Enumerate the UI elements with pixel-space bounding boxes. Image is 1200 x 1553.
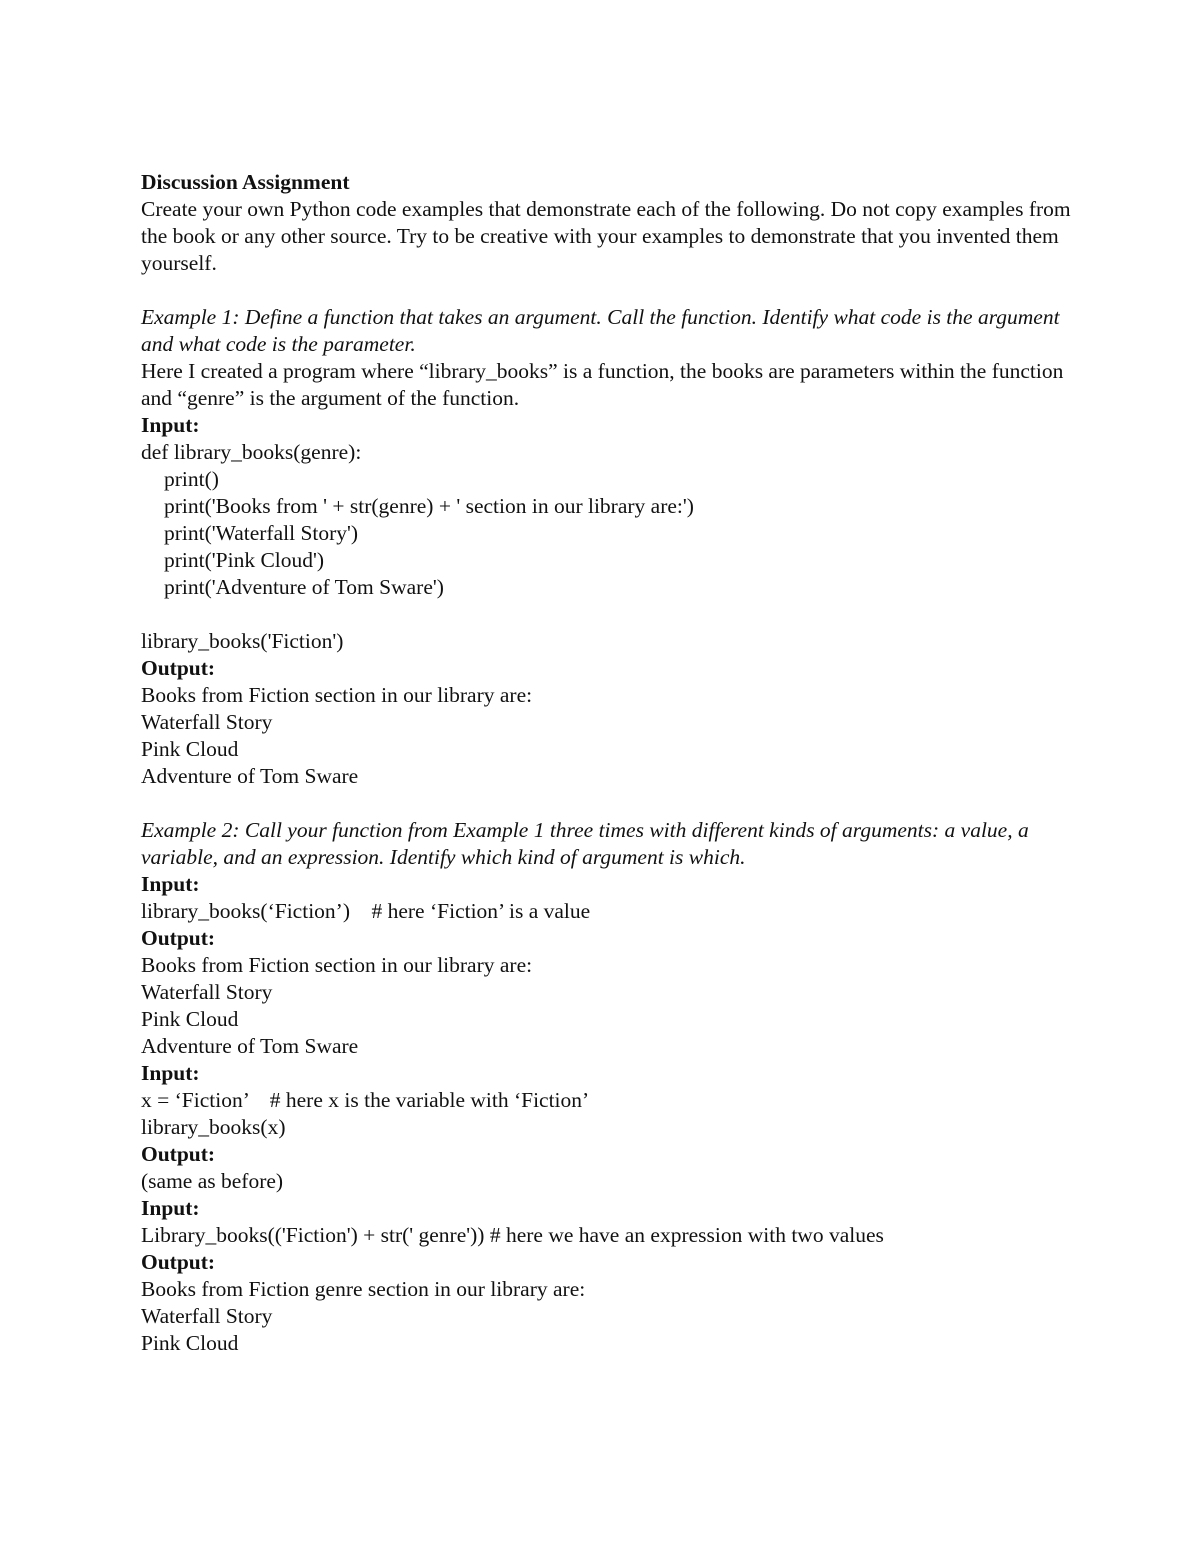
example2-prompt: Example 2: Call your function from Example 1 three times with different kinds of arguments: a value, a variable, and an expression. Identify which kind of argument is which. <box>141 818 1029 869</box>
output-line: Waterfall Story <box>141 1304 273 1328</box>
spacer <box>141 601 1071 628</box>
spacer <box>141 277 1071 304</box>
example1-explanation: Here I created a program where “library_books” is a function, the books are parameters within the function and “genre” is the argument of the function. <box>141 359 1064 410</box>
output-line: Pink Cloud <box>141 737 239 761</box>
example2-output-label: Output: <box>141 1250 216 1274</box>
intro-paragraph: Create your own Python code examples that demonstrate each of the following. Do not copy examples from the book or any other source. Try to be creative with your examples to demonstrate that you invented them yourself. <box>141 197 1071 275</box>
example2-output-label: Output: <box>141 926 216 950</box>
code-line: print() <box>164 467 219 491</box>
example2-output-label: Output: <box>141 1142 216 1166</box>
code-line: def library_books(genre): <box>141 440 362 464</box>
spacer <box>141 790 1071 817</box>
example2-input-label: Input: <box>141 1196 200 1220</box>
example2-call-value: library_books(‘Fiction’) # here ‘Fiction’ is a value <box>141 899 591 923</box>
code-line: print('Waterfall Story') <box>164 521 359 545</box>
output-line: (same as before) <box>141 1169 284 1193</box>
document-page <box>141 169 1071 1357</box>
example2-call-variable: library_books(x) <box>141 1115 286 1139</box>
code-line: print('Pink Cloud') <box>164 548 325 572</box>
output-line: Pink Cloud <box>141 1331 239 1355</box>
example2-call-expression: Library_books(('Fiction') + str(' genre')) # here we have an expression with two values <box>141 1223 884 1247</box>
output-line: Waterfall Story <box>141 710 273 734</box>
output-line: Books from Fiction section in our library are: <box>141 953 533 977</box>
example1-input-label: Input: <box>141 413 200 437</box>
output-line: Adventure of Tom Sware <box>141 1034 359 1058</box>
code-line: print('Books from ' + str(genre) + ' section in our library are:') <box>164 494 694 518</box>
example2-variable-assign: x = ‘Fiction’ # here x is the variable with ‘Fiction’ <box>141 1088 590 1112</box>
example1-output-label: Output: <box>141 656 216 680</box>
code-line: print('Adventure of Tom Sware') <box>164 575 444 599</box>
output-line: Books from Fiction section in our library are: <box>141 683 533 707</box>
output-line: Adventure of Tom Sware <box>141 764 359 788</box>
output-line: Waterfall Story <box>141 980 273 1004</box>
document-title: Discussion Assignment <box>141 170 350 194</box>
output-line: Books from Fiction genre section in our library are: <box>141 1277 586 1301</box>
example2-input-label: Input: <box>141 1061 200 1085</box>
example1-prompt: Example 1: Define a function that takes an argument. Call the function. Identify what code is the argument and what code is the parameter. <box>141 305 1060 356</box>
example2-input-label: Input: <box>141 872 200 896</box>
example1-call: library_books('Fiction') <box>141 629 344 653</box>
output-line: Pink Cloud <box>141 1007 239 1031</box>
